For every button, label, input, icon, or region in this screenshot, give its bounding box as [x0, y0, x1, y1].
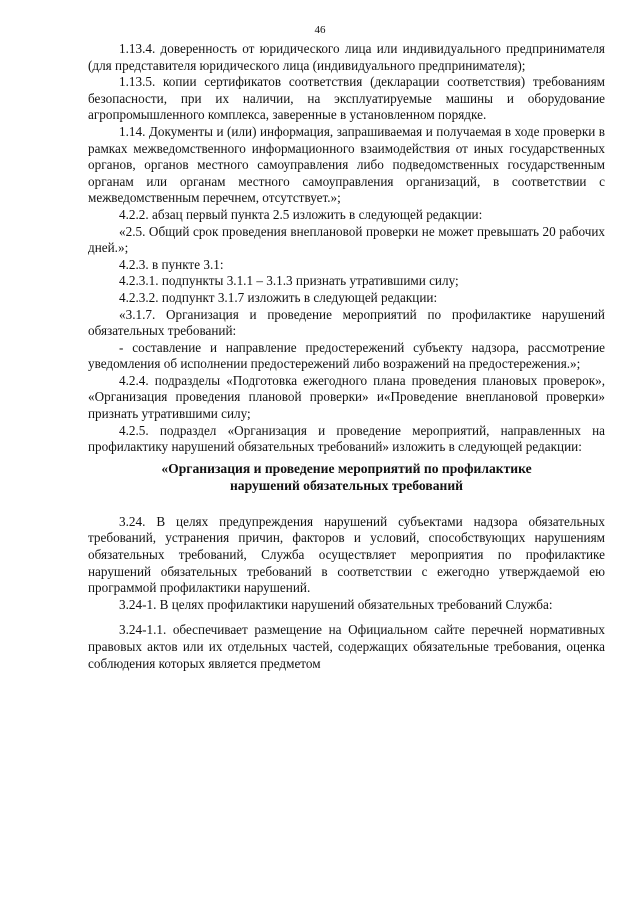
paragraph-3-24-1-1: 3.24-1.1. обеспечивает размещение на Официальном сайте перечней нормативных правовых актов или их отдельных частей, содержащих обязательные требования, оценка соблюдения которых является предметом [88, 622, 605, 671]
paragraph-3-24: 3.24. В целях предупреждения нарушений субъектами надзора обязательных требований, устранения причин, факторов и условий, способствующих нарушениям обязательных требований, Служба осуществляет мероприятия по профилактике нарушений обязательных требований в соответствии с ежегодно утверждаемой ею программой профилактики нарушений. [88, 513, 605, 596]
section-heading [88, 460, 605, 494]
paragraph-2-5-quote: «2.5. Общий срок проведения внеплановой проверки не может превышать 20 рабочих дней.»; [88, 223, 605, 256]
paragraph-4-2-3: 4.2.3. в пункте 3.1: [119, 256, 224, 272]
paragraph-list-item: - составление и направление предостережений субъекту надзора, рассмотрение уведомления об исполнении предостережений либо возражений на предостережения.»; [88, 339, 605, 372]
paragraph-1-13-5: 1.13.5. копии сертификатов соответствия (декларации соответствия) требованиям безопасности, при их наличии, на эксплуатируемые машины и оборудование агропромышленного комплекса, заверенные в установленном порядке. [88, 74, 605, 123]
section-heading-line-1: «Организация и проведение мероприятий по профилактике [161, 460, 532, 476]
paragraph-4-2-2: 4.2.2. абзац первый пункта 2.5 изложить в следующей редакции: [119, 206, 483, 222]
paragraph-4-2-3-2: 4.2.3.2. подпункт 3.1.7 изложить в следующей редакции: [119, 289, 438, 305]
paragraph-1-14: 1.14. Документы и (или) информация, запрашиваемая и получаемая в ходе проверки в рамках межведомственного информационного взаимодействия от иных государственных органов, органов местного самоуправления либо подведомственных государственным органам или органам местного самоуправления организаций, в соответствии с межведомственным перечнем, отсутствует.»; [88, 123, 605, 206]
paragraph-4-2-4: 4.2.4. подразделы «Подготовка ежегодного плана проведения плановых проверок», «Организация проведения плановой проверки» и«Проведение внеплановой проверки» признать утратившими силу; [88, 372, 605, 422]
paragraph-3-1-7-quote: «3.1.7. Организация и проведение мероприятий по профилактике нарушений обязательных требований: [88, 306, 605, 339]
section-heading-line-2: нарушений обязательных требований [229, 477, 464, 493]
paragraph-1-13-4: 1.13.4. доверенность от юридического лица или индивидуального предпринимателя (для представителя юридического лица (индивидуального предпринимателя); [88, 41, 605, 73]
spacer [88, 494, 605, 514]
page-number: 46 [314, 24, 326, 36]
document-body [88, 41, 605, 672]
paragraph-4-2-3-1: 4.2.3.1. подпункты 3.1.1 – 3.1.3 признать утратившими силу; [119, 273, 459, 289]
paragraph-3-24-1: 3.24-1. В целях профилактики нарушений обязательных требований Служба: [119, 596, 553, 612]
spacer [88, 613, 605, 622]
paragraph-4-2-5: 4.2.5. подраздел «Организация и проведение мероприятий, направленных на профилактику нарушений обязательных требований» изложить в следующей редакции: [88, 422, 605, 455]
